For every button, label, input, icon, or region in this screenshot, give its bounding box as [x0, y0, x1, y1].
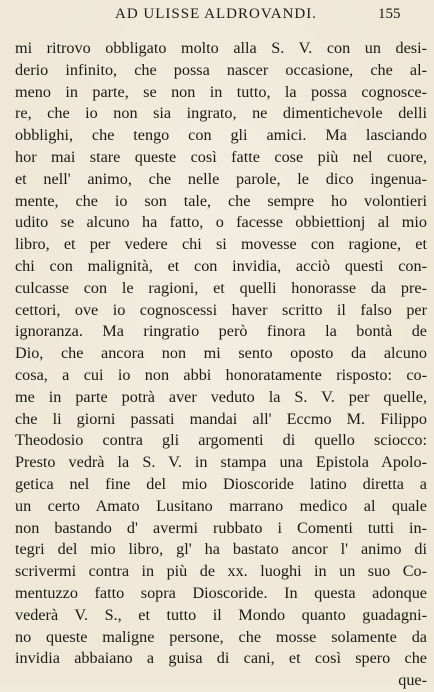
text-line: un certo Amato Lusitano marrano medico al quale [15, 496, 427, 515]
running-title: AD ULISSE ALDROVANDI. [115, 6, 317, 22]
running-head [0, 6, 434, 30]
text-line: scrivermi contra in più de xx. luoghi in un suo Co- [15, 562, 427, 581]
text-line: non bastando d' avermi rubbato i Comenti tutti in- [15, 518, 427, 537]
text-line: che li giorni passati mandai all' Eccmo M. Filippo [15, 409, 427, 428]
text-line: Dio, che ancora non mi sento oposto da alcuno [15, 344, 427, 363]
text-line: Theodosio contra gli argomenti di quello sciocco: [15, 431, 427, 450]
text-line: cosa, a cui io non abbi honoratamente risposto: co- [15, 365, 427, 384]
text-line: mente, che io son tale, che sempre ho volontieri [15, 191, 427, 210]
text-line: getica nel fine del mio Dioscoride latino diretta a [15, 474, 427, 493]
text-line: udito se alcuno ha fatto, o facesse obbiettionj al mio [15, 213, 427, 232]
text-line: invidia abbaiano a guisa di cani, et così spero che [15, 649, 427, 668]
text-line: no queste maligne persone, che mosse solamente da [15, 627, 427, 646]
text-line: et nell' animo, che nelle parole, le dico ingenua- [15, 169, 427, 188]
catchword: que- [398, 671, 427, 690]
page-number: 155 [378, 6, 401, 22]
text-line: culcasse con le ragioni, et quelli honorasse da pre- [15, 278, 427, 297]
text-line: tegri del mio libro, gl' ha bastato ancor l' animo di [15, 540, 427, 559]
text-line: re, che io non sia ingrato, ne dimentichevole delli [15, 104, 427, 123]
text-line: vederà V. S., et tutto il Mondo quanto guadagni- [15, 605, 427, 624]
text-line: mentuzzo fatto sopra Dioscoride. In questa adonque [15, 583, 427, 602]
text-line: Presto vedrà la S. V. in stampa una Epistola Apolo- [15, 453, 427, 472]
text-line: meno in parte, se non in tutto, la possa cognosce- [15, 82, 427, 101]
text-line: libro, et per vedere chi si movesse con ragione, et [15, 235, 427, 254]
text-line: ignoranza. Ma ringratio però finora la bontà de [15, 322, 427, 341]
text-line: me in parte potrà aver veduto la S. V. per quelle, [15, 387, 427, 406]
text-line: mi ritrovo obbligato molto alla S. V. con un desi- [15, 39, 427, 57]
text-line: hor mai stare queste così fatte cose più nel cuore, [15, 147, 427, 166]
text-line: chi con malignità, et con invidia, acciò questi con- [15, 256, 427, 275]
text-line: derio infinito, che possa nascer occasione, che al- [15, 60, 427, 79]
text-line: cettori, ove io cognoscessi haver scritto il falso per [15, 300, 427, 319]
text-line: obblighi, che tengo con gli amici. Ma lasciando [15, 126, 427, 145]
body-text [15, 38, 427, 692]
